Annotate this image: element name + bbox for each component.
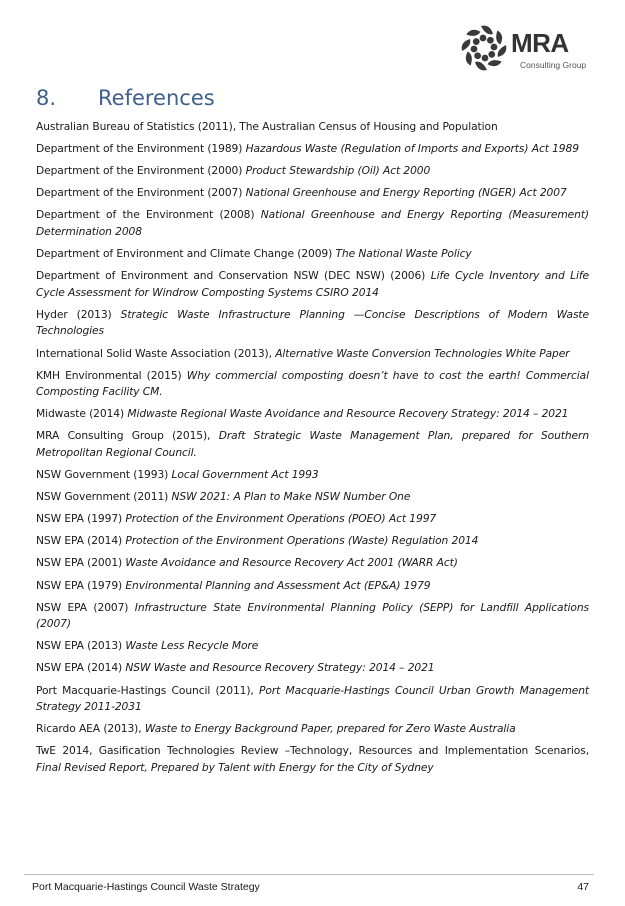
reference-text: International Solid Waste Association (2013), — [36, 346, 276, 360]
reference-text: NSW EPA (2014) — [36, 661, 126, 675]
reference-item — [36, 246, 589, 263]
footer-page-number: 47 — [577, 881, 589, 893]
reference-text: KMH Environmental (2015) — [36, 368, 187, 382]
section-heading — [36, 86, 436, 114]
reference-text: NSW EPA (2014) — [36, 534, 126, 548]
reference-item — [36, 489, 589, 506]
reference-item — [36, 406, 589, 423]
reference-item — [36, 428, 589, 461]
reference-item — [36, 533, 589, 550]
reference-item — [36, 368, 589, 401]
reference-title: Draft Strategic Waste Management Plan, prepared for Southern Metropolitan Regional Council. — [36, 429, 589, 459]
reference-title: National Greenhouse and Energy Reporting (Measurement) Determination 2008 — [36, 208, 589, 238]
reference-title: Port Macquarie-Hastings Council Urban Growth Management Strategy 2011-2031 — [36, 683, 589, 714]
reference-item — [36, 163, 589, 180]
reference-text: Australian Bureau of Statistics (2011), The Australian Census of Housing and Population — [36, 120, 498, 133]
reference-item — [36, 307, 589, 340]
reference-title: Why commercial composting doesn’t have to cost the earth! Commercial Composting Facility CM. — [36, 368, 589, 399]
reference-item — [36, 638, 589, 655]
reference-text: NSW EPA (2001) — [36, 556, 126, 570]
reference-title: Waste Avoidance and Resource Recovery Act 2001 (WARR Act) — [125, 556, 458, 570]
reference-text: NSW Government (1993) — [36, 468, 172, 482]
reference-item — [36, 578, 589, 595]
reference-item — [36, 268, 589, 301]
reference-item — [36, 119, 589, 136]
reference-title: Life Cycle Inventory and Life Cycle Assessment for Windrow Composting Systems CSIRO 2014 — [36, 269, 589, 299]
reference-item — [36, 467, 589, 484]
reference-item — [36, 600, 589, 633]
footer-divider — [24, 874, 594, 875]
reference-text: Department of the Environment (1989) — [36, 142, 246, 156]
reference-list — [36, 119, 589, 782]
reference-title: NSW Waste and Resource Recovery Strategy: 2014 – 2021 — [125, 661, 435, 675]
reference-text: NSW EPA (1979) — [36, 578, 126, 592]
reference-text: Ricardo AEA (2013), — [36, 722, 145, 736]
reference-text: MRA Consulting Group (2015), — [36, 429, 219, 443]
reference-item — [36, 141, 589, 158]
reference-text: Hyder (2013) — [36, 307, 121, 321]
reference-text: NSW Government (2011) — [36, 490, 172, 504]
reference-title: Final Revised Report, Prepared by Talent with Energy for the City of Sydney — [36, 760, 434, 774]
reference-title: Environmental Planning and Assessment Act (EP&A) 1979 — [125, 578, 431, 592]
reference-item — [36, 185, 589, 202]
reference-text: Department of Environment and Conservation NSW (DEC NSW) (2006) — [36, 269, 431, 283]
reference-text: Department of the Environment (2000) — [36, 164, 246, 178]
reference-title: Infrastructure State Environmental Planning Policy (SEPP) for Landfill Applications (2007) — [36, 600, 589, 631]
reference-item — [36, 511, 589, 528]
logo-wordmark: MRA — [511, 28, 569, 58]
reference-text: Port Macquarie-Hastings Council (2011), — [36, 683, 260, 697]
reference-item — [36, 660, 589, 677]
reference-text: Midwaste (2014) — [36, 407, 128, 421]
reference-text: Department of the Environment (2007) — [36, 186, 246, 200]
reference-title: NSW 2021: A Plan to Make NSW Number One — [171, 490, 411, 504]
reference-text: Department of the Environment (2008) — [36, 208, 261, 222]
section-number: 8. — [36, 86, 57, 110]
reference-item — [36, 683, 589, 716]
reference-title: Protection of the Environment Operations (Waste) Regulation 2014 — [125, 534, 479, 548]
logo-tagline: Consulting Group — [520, 60, 587, 70]
reference-title: The National Waste Policy — [335, 247, 472, 261]
reference-title: Hazardous Waste (Regulation of Imports and Exports) Act 1989 — [245, 142, 579, 156]
reference-title: Waste Less Recycle More — [125, 639, 259, 653]
mra-logo-mark-icon — [458, 22, 510, 74]
footer-document-title: Port Macquarie-Hastings Council Waste Strategy — [32, 881, 260, 893]
reference-title: Product Stewardship (Oil) Act 2000 — [245, 164, 431, 178]
reference-title: Alternative Waste Conversion Technologies White Paper — [275, 346, 570, 360]
reference-title: National Greenhouse and Energy Reporting (NGER) Act 2007 — [245, 186, 567, 200]
reference-item — [36, 743, 589, 776]
reference-text: TwE 2014, Gasification Technologies Review –Technology, Resources and Implementation Scenarios, — [36, 744, 589, 758]
section-title: References — [98, 86, 215, 110]
reference-title: Strategic Waste Infrastructure Planning —Concise Descriptions of Modern Waste Technologies — [36, 307, 589, 338]
reference-text: NSW EPA (1997) — [36, 512, 126, 526]
mra-logo — [458, 22, 588, 74]
reference-item — [36, 207, 589, 240]
reference-title: Local Government Act 1993 — [171, 468, 319, 482]
reference-text: NSW EPA (2007) — [36, 600, 135, 614]
reference-item — [36, 555, 589, 572]
reference-text: NSW EPA (2013) — [36, 639, 126, 653]
reference-text: Department of Environment and Climate Change (2009) — [36, 247, 336, 261]
reference-title: Waste to Energy Background Paper, prepared for Zero Waste Australia — [144, 722, 516, 736]
reference-title: Midwaste Regional Waste Avoidance and Resource Recovery Strategy: 2014 – 2021 — [127, 407, 569, 421]
reference-title: Protection of the Environment Operations (POEO) Act 1997 — [125, 512, 437, 526]
reference-item — [36, 346, 589, 363]
reference-item — [36, 721, 589, 738]
